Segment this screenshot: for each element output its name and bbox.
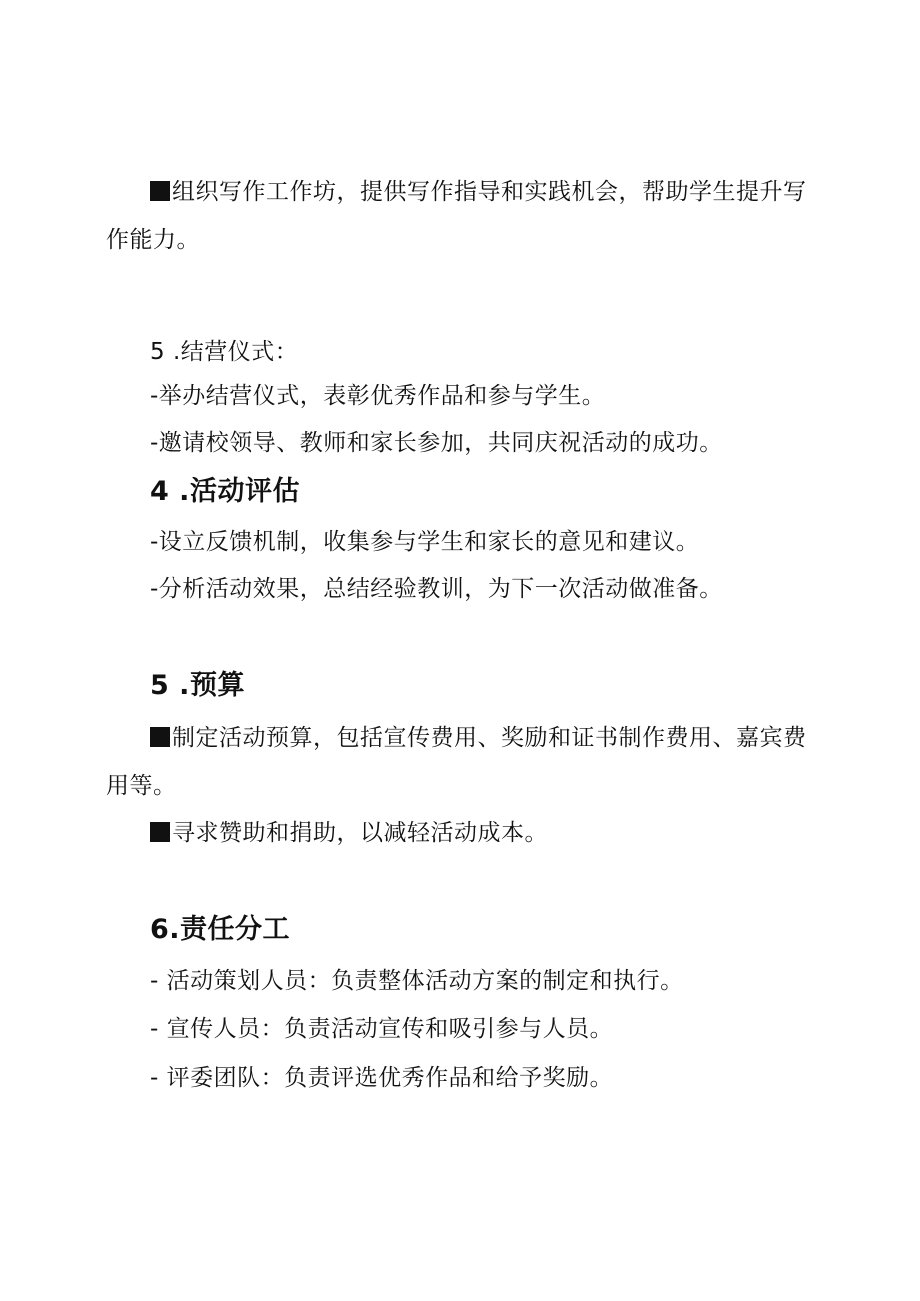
square-bullet-icon <box>150 181 170 201</box>
square-bullet-icon <box>150 822 170 842</box>
evaluation-item-1: -设立反馈机制，收集参与学生和家长的意见和建议。 <box>150 529 700 555</box>
evaluation-item-2: -分析活动效果，总结经验教训，为下一次活动做准备。 <box>150 576 723 602</box>
roles-heading: 6.责任分工 <box>150 914 291 945</box>
closing-item-2: -邀请校领导、教师和家长参加，共同庆祝活动的成功。 <box>150 430 723 456</box>
budget-item-1-text: 制定活动预算，包括宣传费用、奖励和证书制作费用、嘉宾费 <box>172 725 807 751</box>
square-bullet-icon <box>150 727 170 747</box>
paragraph-workshop-line2: 作能力。 <box>106 227 200 253</box>
evaluation-heading: 4 .活动评估 <box>150 476 300 507</box>
paragraph-text: 组织写作工作坊，提供写作指导和实践机会，帮助学生提升写 <box>172 179 807 205</box>
budget-item-2 <box>150 817 548 849</box>
roles-item-1: - 活动策划人员：负责整体活动方案的制定和执行。 <box>150 968 684 994</box>
budget-item-1-line2: 用等。 <box>106 773 177 799</box>
roles-item-3: - 评委团队：负责评选优秀作品和给予奖励。 <box>150 1065 614 1091</box>
budget-item-2-text: 寻求赞助和捐助，以减轻活动成本。 <box>172 820 548 846</box>
paragraph-workshop-line1 <box>150 176 807 208</box>
budget-heading: 5 .预算 <box>150 670 245 701</box>
roles-item-2: - 宣传人员：负责活动宣传和吸引参与人员。 <box>150 1016 614 1042</box>
budget-item-1-line1 <box>150 722 807 754</box>
closing-item-1: -举办结营仪式，表彰优秀作品和参与学生。 <box>150 383 606 409</box>
closing-ceremony-title: 5 .结营仪式： <box>150 339 299 365</box>
